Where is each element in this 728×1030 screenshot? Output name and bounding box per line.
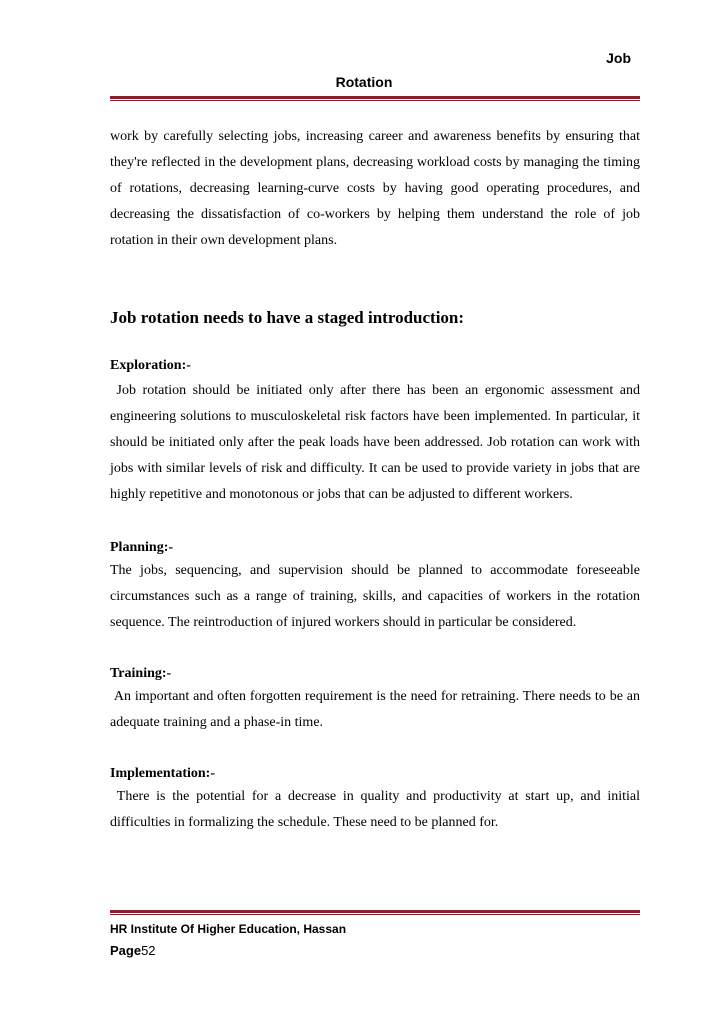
header-title-line2: Rotation — [335, 74, 393, 90]
footer-rule — [110, 910, 640, 915]
footer-page-number — [110, 943, 156, 958]
section-heading: Job rotation needs to have a staged introduction: — [110, 308, 465, 327]
stage-text-exploration: Job rotation should be initiated only after there has been an ergonomic assessment and engineering solutions to musculoskeletal risk factors have been implemented. In particular, it should be initiated only after the peak loads have been addressed. Job rotation can work with jobs with similar levels of risk and difficulty. It can be used to provide variety in jobs that are highly repetitive and monotonous or jobs that can be adjusted to different workers. — [110, 383, 640, 502]
footer-page-value: 52 — [141, 943, 156, 958]
header-title-line1: Job — [606, 50, 631, 66]
stage-title-training: Training:- — [110, 666, 172, 681]
footer-page-label: Page — [110, 943, 142, 958]
header-rule — [110, 96, 640, 101]
footer-institute: HR Institute Of Higher Education, Hassan — [110, 922, 347, 936]
stage-title-implementation: Implementation:- — [110, 766, 215, 781]
stage-title-exploration: Exploration:- — [110, 358, 191, 373]
stage-title-planning: Planning:- — [110, 540, 174, 555]
stage-text-implementation: There is the potential for a decrease in quality and productivity at start up, and initial difficulties in formalizing the schedule. These need to be planned for. — [110, 789, 640, 830]
stage-text-planning: The jobs, sequencing, and supervision should be planned to accommodate foreseeable circumstances such as a range of training, skills, and capacities of workers in the rotation sequence. The reintroduction of injured workers should in particular be considered. — [110, 563, 640, 630]
intro-paragraph: work by carefully selecting jobs, increasing career and awareness benefits by ensuring that they're reflected in the development plans, decreasing workload costs by managing the timing of rotations, decreasing learning-curve costs by having good operating procedures, and decreasing the dissatisfaction of co-workers by helping them understand the role of job rotation in their own development plans. — [110, 129, 640, 248]
stage-text-training: An important and often forgotten requirement is the need for retraining. There needs to be an adequate training and a phase-in time. — [110, 689, 640, 730]
document-body — [110, 124, 640, 836]
